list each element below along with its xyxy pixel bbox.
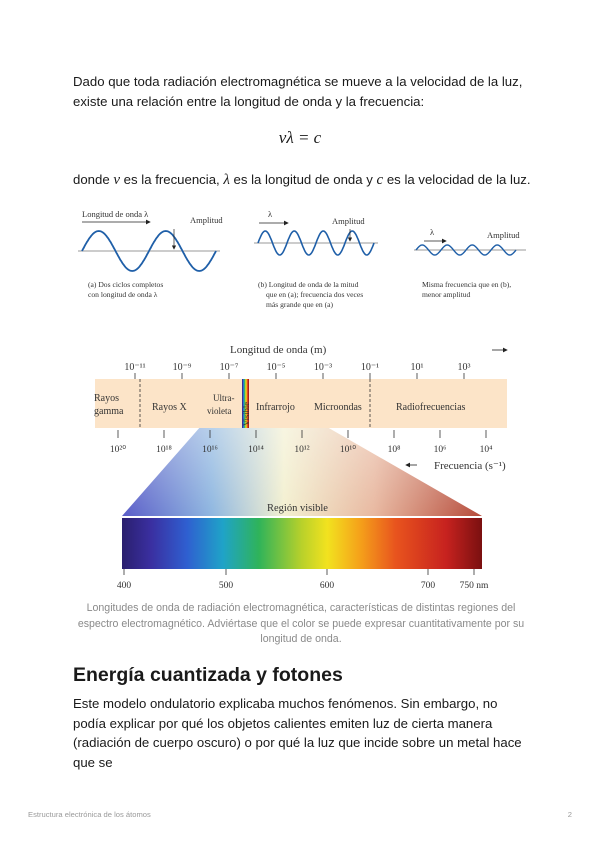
body-paragraph: Este modelo ondulatorio explicaba muchos fenómenos. Sin embargo, no podía explicar por qué los objetos calientes emiten luz de cierta manera (radiación de cuerpo oscuro) o por qué la luz que incide sobre un metal hace que se (73, 696, 522, 770)
lambda-symbol: λ (223, 172, 230, 188)
wavelength-ticks (124, 362, 470, 379)
wave-b-amplitude-label: Amplitud (332, 216, 365, 226)
definition-paragraph (73, 170, 531, 190)
region-infrared: Infrarrojo (256, 402, 295, 413)
visible-wavelength-tick-label: 500 (218, 581, 234, 591)
visible-ticks (117, 569, 489, 591)
wavelength-tick-label: 10⁻⁵ (266, 362, 286, 373)
wave-c-caption-1: Misma frecuencia que en (b), (422, 280, 512, 289)
frequency-tick-label: 10¹⁴ (248, 445, 264, 455)
definition-text-2: es la frecuencia, (120, 172, 224, 187)
wave-figure (78, 205, 538, 320)
wave-b-lambda-label: λ (268, 209, 273, 219)
visible-wavelength-tick-label: 700 (420, 581, 436, 591)
wave-a-wavelength-label: Longitud de onda λ (82, 209, 149, 219)
wave-a-caption-2: con longitud de onda λ (88, 290, 158, 299)
wavelength-tick-label: 10³ (457, 362, 471, 373)
definition-text-4: es la velocidad de la luz. (383, 172, 531, 187)
frequency-tick-label: 10⁸ (387, 445, 401, 455)
definition-text-3: es la longitud de onda y (229, 172, 377, 187)
frequency-tick-label: 10¹² (294, 445, 310, 455)
wavelength-tick-label: 10⁻⁷ (219, 362, 239, 373)
intro-line-1: Dado que toda radiación electromagnética se mueve a la velocidad de la luz, (73, 74, 523, 89)
page-number: 2 (567, 810, 572, 819)
region-gamma-line1: Rayos (94, 393, 119, 404)
frequency-tick-label: 10²⁰ (109, 445, 127, 455)
wave-b-caption-1: (b) Longitud de onda de la mitud (258, 280, 359, 289)
wave-c-caption-2: menor amplitud (422, 290, 471, 299)
wave-c-lambda-label: λ (430, 227, 435, 237)
wave-a-caption-1: (a) Dos ciclos completos (88, 280, 164, 289)
frequency-tick-label: 10¹⁸ (156, 445, 172, 455)
wavelength-axis-title: Longitud de onda (m) (230, 344, 327, 356)
frequency-tick-label: 10⁶ (433, 445, 447, 455)
wave-panel-c (414, 227, 526, 299)
wavelength-tick-label: 10⁻¹¹ (124, 362, 146, 373)
footer-title: Estructura electrónica de los átomos (28, 810, 151, 819)
region-gamma-line2: gamma (94, 406, 124, 417)
frequency-tick-label: 10⁴ (479, 445, 493, 455)
wave-b-caption-3: más grande que en (a) (266, 300, 334, 309)
region-radio: Radiofrecuencias (396, 402, 466, 413)
figure-caption: Longitudes de onda de radiación electromagnética, características de distintas regiones del espectro electromagnético. Adviértase que el color se puede expresar cuantitativamente por su longitud de onda. (77, 602, 525, 645)
wavelength-tick-label: 10⁻⁹ (172, 362, 192, 373)
visible-wavelength-tick-label: 400 (116, 581, 132, 591)
wave-a-amplitude-label: Amplitud (190, 215, 223, 225)
wavelength-tick-label: 10⁻¹ (360, 362, 380, 373)
region-xray: Rayos X (152, 402, 187, 413)
wave-panel-a (78, 209, 223, 299)
visible-wavelength-tick-label: 750 nm (459, 581, 489, 591)
wavelength-tick-label: 10¹ (410, 362, 424, 373)
section-heading: Energía cuantizada y fotones (73, 664, 343, 686)
nu-symbol: ν (113, 172, 121, 188)
spectrum-figure (92, 338, 512, 596)
region-uv-line2: violeta (207, 406, 232, 416)
region-uv-line1: Ultra- (213, 393, 235, 403)
wave-c-amplitude-label: Amplitud (487, 230, 520, 240)
c-symbol: c (376, 172, 384, 188)
intro-line-2: existe una relación entre la longitud de onda y la frecuencia: (73, 94, 425, 109)
wave-equation: νλ = c (278, 128, 322, 147)
intro-paragraph (73, 72, 531, 112)
frequency-tick-label: 10¹⁶ (202, 445, 218, 455)
definition-text-1: donde (73, 172, 114, 187)
frequency-axis-title: Frecuencia (s⁻¹) (434, 460, 506, 472)
wave-b-caption-2: que en (a); frecuencia dos veces (266, 290, 364, 299)
region-visible: Visible (241, 401, 251, 426)
wave-panel-b (254, 209, 378, 309)
visible-spectrum-bar (122, 518, 482, 569)
visible-wavelength-tick-label: 600 (319, 581, 335, 591)
frequency-tick-label: 10¹⁰ (339, 445, 357, 455)
visible-region-title: Región visible (267, 503, 328, 514)
wavelength-tick-label: 10⁻³ (313, 362, 333, 373)
region-microwave: Microondas (314, 402, 362, 413)
